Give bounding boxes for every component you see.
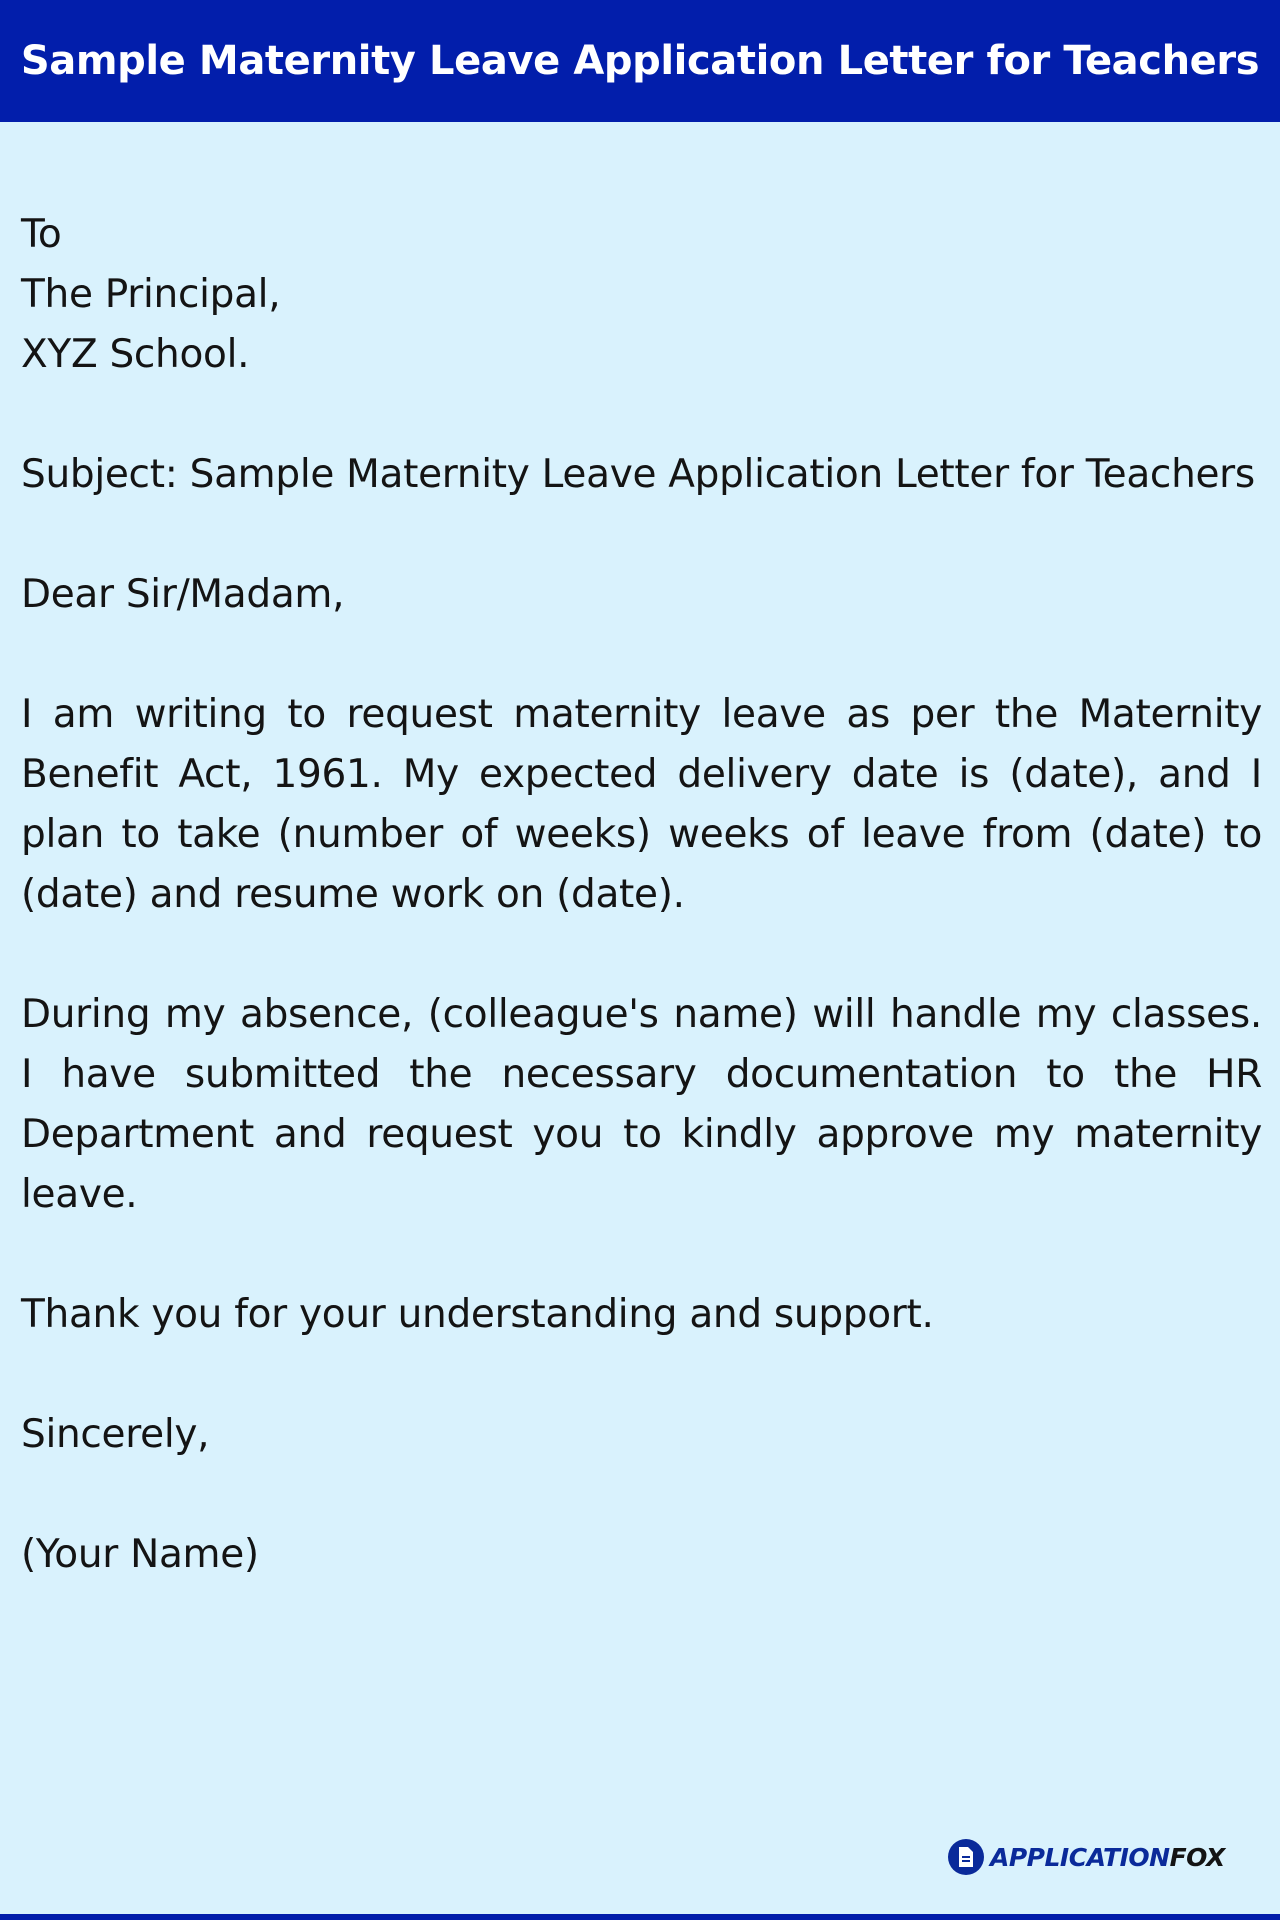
page-title: Sample Maternity Leave Application Letter for Teachers	[20, 38, 1260, 84]
letter-paragraph: I am writing to request maternity leave as per the Maternity Benefit Act, 1961. My expected delivery date is (date), and I plan to take (number of weeks) weeks of leave from (date) to (date) and resume work on (date).	[21, 692, 1262, 917]
letter-signoff: Sincerely,	[21, 1412, 210, 1457]
letter-paragraph: During my absence, (colleague's name) will handle my classes. I have submitted the necessary documentation to the HR Department and request you to kindly approve my maternity leave.	[21, 992, 1262, 1217]
recipient-line: To	[21, 212, 62, 257]
brand-name-part: APPLICATION	[990, 1842, 1170, 1872]
header-banner	[0, 0, 1280, 122]
brand-name-part: FOX	[1169, 1842, 1225, 1872]
recipient-line: The Principal,	[21, 272, 281, 317]
document-icon	[948, 1839, 984, 1875]
letter-salutation: Dear Sir/Madam,	[21, 572, 345, 617]
brand-name	[990, 1843, 1225, 1872]
letter-body	[21, 205, 1262, 1585]
brand-logo	[948, 1838, 1225, 1876]
letter-signature: (Your Name)	[21, 1532, 259, 1577]
recipient-block	[21, 205, 1262, 385]
bottom-divider	[0, 1914, 1280, 1920]
letter-subject: Subject: Sample Maternity Leave Application Letter for Teachers	[21, 452, 1255, 497]
letter-closing: Thank you for your understanding and support.	[21, 1292, 934, 1337]
recipient-line: XYZ School.	[21, 332, 250, 377]
